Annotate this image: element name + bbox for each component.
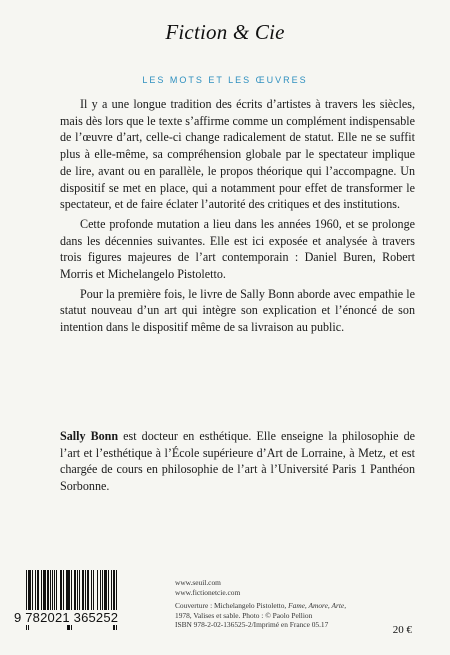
author-bio-text: est docteur en esthétique. Elle enseigne la philosophie de l’art et l’esthétique à l’École supérieure d’Art de Lorraine, à Metz, et est chargée de cours en philosophie de l’art à l’Université Paris 1 Panthéon Sorbonne. <box>60 429 415 494</box>
blurb-paragraph: Cette profonde mutation a lieu dans les années 1960, et se prolonge dans les décennies suivantes. Elle est ici exposée et analysée à travers trois figures majeures de l’art contemporain : Daniel Buren, Robert Morris et Michelangelo Pistoletto. <box>60 216 415 282</box>
cover-credit-details: 1978, Valises et sable. Photo : © Paolo Pellion <box>175 610 313 620</box>
website-link[interactable]: www.fictionetcie.com <box>175 587 241 597</box>
cover-credit <box>175 601 346 611</box>
barcode <box>12 570 152 642</box>
isbn-line: ISBN 978-2-02-136525-2/Imprimé en France 05.17 <box>175 620 329 630</box>
author-name: Sally Bonn <box>60 429 119 443</box>
price: 20 € <box>392 624 412 636</box>
cover-credit-prefix: Couverture : Michelangelo Pistoletto, <box>175 601 289 611</box>
blurb-paragraph: Il y a une longue tradition des écrits d’artistes à travers les siècles, mais dès lors que le texte s’affirme comme un complément indispensable de l’œuvre d’art, celle-ci change radicalement de statut. Elle ne se suffit plus à elle-même, sa compréhension globale par le spectateur implique de lire, avant ou en parallèle, le propos théorique qui l’accompagne. Un dispositif se met en place, qui a notamment pour effet de transformer le spectateur, et de faire éclater l’autorité des critiques et des institutions. <box>60 97 415 212</box>
website-link[interactable]: www.seuil.com <box>175 578 221 587</box>
author-bio <box>60 428 415 495</box>
publisher-credits <box>175 578 346 630</box>
barcode-number: 9 782021 365252 <box>14 610 119 625</box>
blurb-paragraph: Pour la première fois, le livre de Sally Bonn aborde avec empathie le statut nouveau d’un art qui intègre son explication et l’énoncé de son intention dans le dispositif même de sa livraison au public. <box>60 286 415 335</box>
series-title: LES MOTS ET LES ŒUVRES <box>142 75 308 85</box>
blurb <box>60 96 415 336</box>
imprint-title: Fiction & Cie <box>165 20 285 44</box>
cover-artwork-title: Fame, Amore, Arte, <box>288 601 347 611</box>
